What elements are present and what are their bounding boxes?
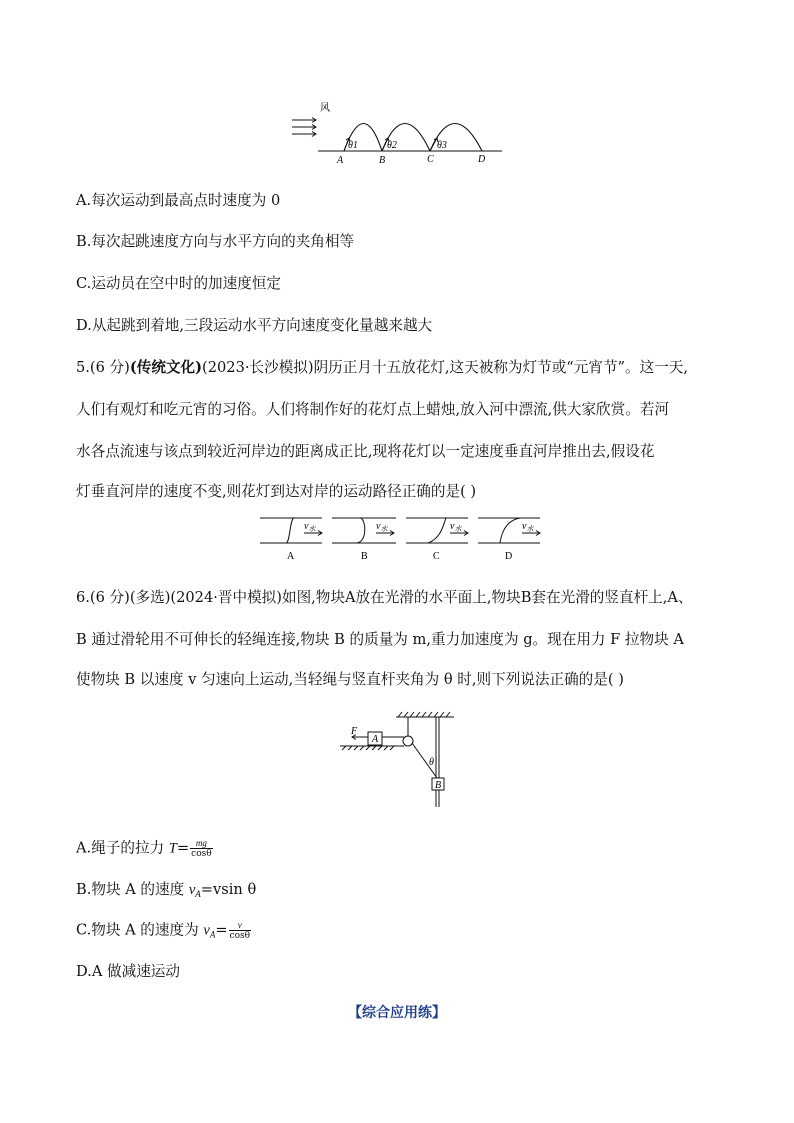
q5-text: 阴历正月十五放花灯,这天被称为灯节或“元宵节”。这一天, — [313, 359, 689, 376]
option-b-label[interactable]: B — [361, 551, 368, 562]
option-a-label[interactable]: A — [287, 551, 295, 562]
river-path-options-figure — [256, 512, 542, 564]
option-key: C. — [76, 275, 92, 292]
option-key: C. — [76, 921, 92, 939]
option-key: B. — [76, 881, 92, 898]
fraction-numerator: v — [229, 920, 252, 931]
angle-theta3-label: θ3 — [437, 140, 447, 151]
angle-theta1-label: θ1 — [348, 140, 358, 151]
option-text: 物块 A 的速度 — [91, 881, 189, 898]
q5-stem-line2: 人们有观灯和吃元宵的习俗。人们将制作好的花灯点上蜡烛,放入河中漂流,供大家欣赏。若河 — [76, 401, 670, 418]
fraction-numerator: mg — [190, 838, 213, 849]
q4-option-b[interactable] — [76, 232, 354, 252]
option-key: A. — [76, 192, 92, 209]
q5-stem-line1 — [76, 358, 688, 378]
option-text: 运动员在空中时的加速度恒定 — [91, 275, 282, 292]
option-text: 从起跳到着地,三段运动水平方向速度变化量越来越大 — [91, 317, 433, 334]
angle-theta-label: θ — [429, 757, 434, 768]
jump-trajectory-figure — [286, 98, 516, 168]
q6-stem-line3: 使物块 B 以速度 v 匀速向上运动,当轻绳与竖直杆夹角为 θ 时,则下列说法正确的是( ) — [76, 671, 624, 688]
q5-source: (2023·长沙模拟) — [202, 359, 314, 376]
wind-arrows — [292, 118, 316, 137]
section-title: 【综合应用练】 — [348, 1005, 446, 1021]
q6-option-a[interactable] — [76, 838, 213, 859]
fraction-v-over-cos — [229, 920, 252, 941]
v-water-label-d: $v_水$ — [522, 521, 534, 533]
option-text: 每次运动到最高点时速度为 0 — [91, 192, 281, 209]
velocity-subscript: A — [195, 889, 201, 899]
q4-option-c[interactable] — [76, 274, 281, 294]
q5-number: 5.(6 分) — [76, 359, 130, 376]
q4-option-a[interactable] — [76, 191, 280, 211]
fraction-mg-over-cos — [190, 838, 213, 859]
option-d-label[interactable]: D — [505, 551, 513, 562]
q6-text: 如图,物块A放在光滑的水平面上,物块B套在光滑的竖直杆上,A、 — [281, 589, 693, 606]
point-d-label: D — [478, 154, 486, 165]
velocity-symbol: v — [188, 882, 196, 898]
option-key: D. — [76, 963, 92, 980]
force-f-label: F — [351, 726, 358, 737]
q5-tag: (传统文化) — [129, 359, 203, 376]
q6-source: (2024·晋中模拟) — [170, 589, 282, 606]
point-c-label: C — [427, 154, 434, 165]
option-text: 绳子的拉力 — [91, 839, 169, 857]
pulley — [403, 736, 413, 746]
q6-number: 6.(6 分) — [76, 589, 130, 606]
ceiling-hatch — [398, 712, 450, 717]
q6-option-d[interactable] — [76, 962, 180, 982]
block-b-label: B — [435, 780, 442, 791]
angle-theta2-label: θ2 — [387, 140, 397, 151]
fraction-denominator: cosθ — [191, 849, 212, 859]
block-a-label: A — [372, 734, 379, 745]
v-water-label-b: $v_水$ — [376, 521, 388, 533]
wind-label: 风 — [320, 103, 330, 114]
q4-option-d[interactable] — [76, 316, 432, 336]
option-text: A 做减速运动 — [91, 963, 180, 980]
q6-option-b[interactable] — [76, 880, 256, 904]
point-b-label: B — [379, 155, 386, 166]
option-c-label[interactable]: C — [433, 551, 440, 562]
equals-sign: = — [215, 921, 228, 939]
velocity-subscript: A — [209, 929, 216, 940]
option-text: 每次起跳速度方向与水平方向的夹角相等 — [91, 233, 355, 250]
q6-option-c[interactable] — [76, 920, 251, 945]
ground-hatch — [342, 746, 394, 750]
option-text: 物块 A 的速度为 — [91, 921, 204, 939]
q6-stem-line2: B 通过滑轮用不可伸长的轻绳连接,物块 B 的质量为 m,重力加速度为 g。现在用力 F 拉物块 A — [76, 631, 684, 648]
trajectory-arcs — [344, 124, 482, 152]
q5-stem-line3: 水各点流速与该点到较近河岸边的距离成正比,现将花灯以一定速度垂直河岸推出去,假设花 — [76, 443, 655, 460]
q6-tag: (多选) — [129, 589, 171, 606]
option-key: A. — [76, 839, 92, 857]
q5-stem-line4: 灯垂直河岸的速度不变,则花灯到达对岸的运动路径正确的是( ) — [76, 483, 477, 500]
flow-arrows — [304, 531, 540, 536]
tension-symbol: T — [168, 840, 177, 857]
velocity-symbol: v — [203, 922, 210, 939]
option-key: D. — [76, 317, 92, 334]
option-expression: =vsin θ — [200, 881, 257, 898]
point-a-label: A — [337, 155, 344, 166]
q6-stem-line1 — [76, 588, 693, 608]
option-key: B. — [76, 233, 92, 250]
pulley-figure — [340, 710, 460, 810]
fraction-denominator: cosθ — [229, 931, 251, 941]
v-water-label-a: $v_水$ — [304, 521, 316, 533]
equals-sign: = — [176, 839, 190, 857]
v-water-label-c: $v_水$ — [450, 521, 462, 533]
